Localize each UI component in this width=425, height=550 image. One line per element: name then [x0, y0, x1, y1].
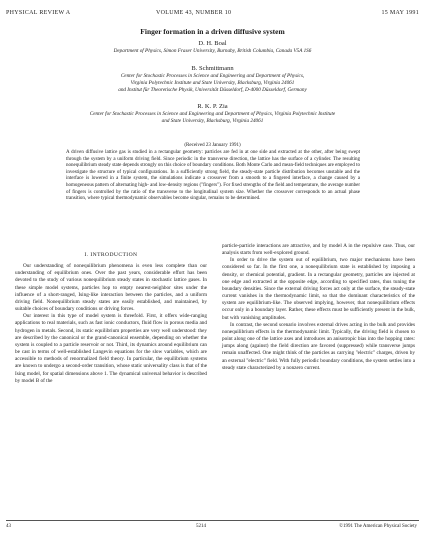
- volume-number: VOLUME 43, NUMBER 10: [156, 10, 232, 16]
- section-heading: I. INTRODUCTION: [84, 252, 138, 258]
- footer-volume: 43: [6, 524, 11, 529]
- body-paragraph: In contrast, the second scenario involves external drives acting in the bulk and provides nonequilibrium effects in the thermodynamic limit. Typically, the driving field is chosen to point along one of the lattice axes and introduces an anisotropic bias into the hopping rates: jumps along (against) the field direction are favored (suppressed) while transverse jumps remain unaffected. One might think of the particles as carrying "electric" charges, driven by an external "electric" field. With fully periodic boundary conditions, the system settles into a steady state characterized by a nonzero current.: [222, 321, 415, 371]
- author-name: R. K. P. Zia: [197, 103, 228, 110]
- journal-name: PHYSICAL REVIEW A: [6, 10, 71, 16]
- abstract: A driven diffusive lattice gas is studied in a rectangular geometry: particles are fed in at one side and extracted at the other, after being swept through the system by a uniform driving field. Since periodic in the transverse direction, the lattice has the surface of a cylinder. The resulting nonequilibrium steady state depends strongly on this choice of boundary conditions. Both Monte Carlo and mean-field techniques are employed to investigate the structure of typical configurations. In a sufficiently strong field, the steady-state particle distribution becomes unstable and the interface is lowered in a finite system, the simulations indicate a crossover from a smooth to a fingered interface, a change caused by a homogeneous pattern of alternating high- and low-density regions ("fingers"). For fixed strengths of the field and temperature, the average number of fingers is controlled by the ratio of the transverse to the longitudinal system size. Whether the crossover corresponds to an actual phase transition, where typical thermodynamic observables become singular, remains to be determined.: [66, 150, 360, 202]
- footer-divider: [6, 520, 419, 521]
- body-paragraph: particle-particle interactions are attractive, and by model A in the repulsive case. Thus, our analysis starts from well-explored ground.: [222, 243, 415, 257]
- author-affiliation: Department of Physics, Simon Fraser University, Burnaby, British Columbia, Canada V5A 1S6: [113, 48, 312, 54]
- page-number: 5214: [196, 524, 206, 529]
- issue-date: 15 MAY 1991: [381, 10, 419, 16]
- right-column: [222, 243, 415, 372]
- received-date: (Received 23 January 1991): [184, 143, 241, 148]
- author-name: D. H. Boal: [198, 40, 227, 47]
- author-name: B. Schmittmann: [191, 65, 234, 72]
- copyright-notice: ©1991 The American Physical Society: [339, 524, 417, 529]
- running-head: [6, 10, 419, 20]
- body-paragraph: Our understanding of nonequilibrium phenomena is even less complete than our understanding of equilibrium ones. Over the past years, considerable effort has been devoted to the study of various nonequilibrium steady states in stochastic lattice gases. In these simple model systems, particles hop to empty nearest-neighbor sites under the influence of a short-ranged, Ising-like interaction between the particles, and a uniform driving field. Nonequilibrium steady states are easily established, and maintained, by suitable choices of boundary conditions or driving forces.: [15, 263, 207, 313]
- body-paragraph: Our interest in this type of model system is threefold. First, it offers wide-ranging applications to real materials, such as fast ionic conductors, fluid flow in porous media and hydrogen in metals. Second, its static equilibrium properties are very well understood: they are described by the canonical or the grand-canonical ensemble, depending on whether the system is coupled to a particle reservoir or not. Third, its dynamics around equilibrium can be cast in terms of well-established Langevin equations for the slow variables, which are accessible to methods of renormalized field theory. In particular, the equilibrium systems are known to undergo a second-order transition, whose static universality class is that of the Ising model, for spatial dimensions above 1. The dynamical universal behavior is described by model B of the: [15, 313, 207, 384]
- body-paragraph: In order to drive the system out of equilibrium, two major mechanisms have been considered so far. In the first one, a nonequilibrium state is established by imposing a density, or chemical potential, gradient. In a rectangular geometry, particles are injected at one edge and extracted at the opposite edge, according to specified rates, thus tuning the boundary densities. Since the external driving forces act only at the surface, the steady-state current vanishes in the thermodynamic limit, so that the dominant characteristics of the system are equilibrium-like. The observed implying, however, that nonequilibrium effects occur only in a boundary layer. Rather, these effects must be sufficiently present in the bulk, but with vanishing amplitudes.: [222, 257, 415, 321]
- author-affiliation: Center for Stochastic Processes in Science and Engineering and Department of Physics, Virginia Polytechnic Institute and State University, Blacksburg, Virginia 24061 and Institut für Theoretische Physik, Universität Düsseldorf, D-4000 Düsseldorf, Germany: [118, 73, 307, 93]
- paper-title: Finger formation in a driven diffusive system: [140, 27, 285, 36]
- author-affiliation: Center for Stochastic Processes in Science and Engineering and Department of Physics, Virginia Polytechnic Institute and State University, Blacksburg, Virginia 24061: [89, 111, 336, 124]
- left-column: [15, 252, 207, 385]
